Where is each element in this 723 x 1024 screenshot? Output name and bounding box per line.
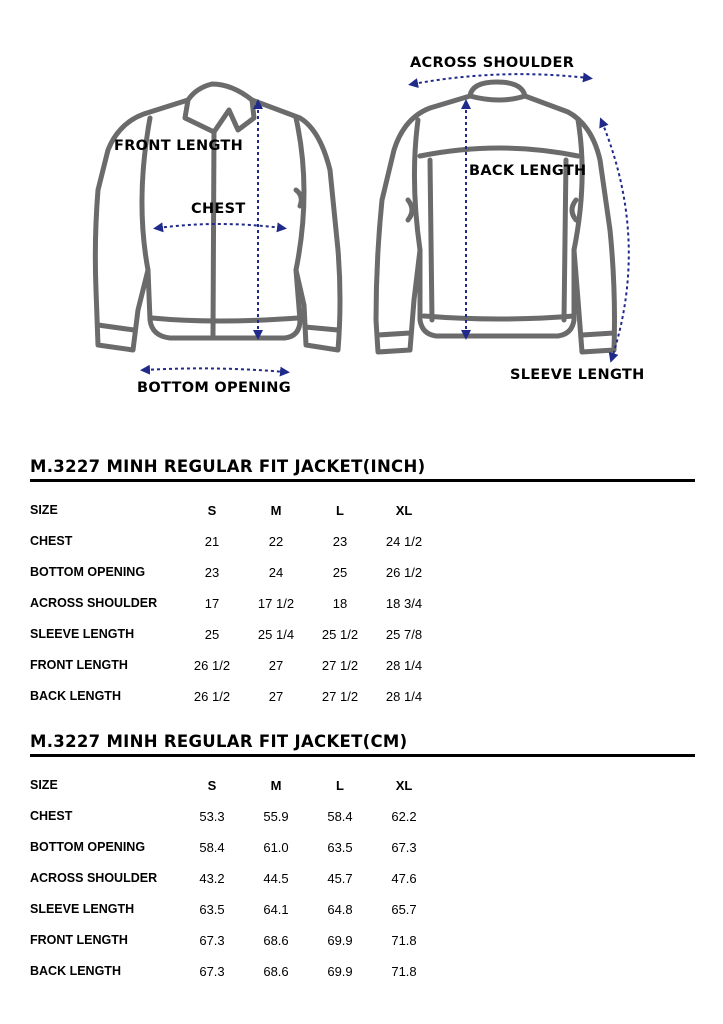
table-row [30, 650, 436, 681]
header-l: L [336, 503, 344, 518]
cell-value: 25 7/8 [385, 627, 423, 642]
row-label: SLEEVE LENGTH [30, 627, 135, 641]
table-row [30, 681, 436, 712]
row-label: SLEEVE LENGTH [30, 902, 135, 916]
cell-value: 23 [204, 565, 220, 580]
table-header-row [30, 495, 436, 526]
row-label: ACROSS SHOULDER [30, 871, 158, 885]
chest-label: CHEST [191, 201, 246, 217]
cell-value: 27 [268, 689, 284, 704]
cell-value: 27 1/2 [321, 658, 359, 673]
cell-value: 27 1/2 [321, 689, 359, 704]
across-shoulder-label: ACROSS SHOULDER [410, 55, 575, 71]
chest-arrow [158, 224, 282, 228]
cell-value: 68.6 [263, 933, 289, 948]
header-l: L [336, 778, 344, 793]
cell-value: 55.9 [263, 809, 289, 824]
back-jacket-outline [376, 82, 615, 352]
cell-value: 21 [204, 534, 220, 549]
table-row [30, 801, 436, 832]
cell-value: 25 1/2 [321, 627, 359, 642]
sleeve-length-label: SLEEVE LENGTH [510, 367, 645, 383]
cell-value: 62.2 [391, 809, 417, 824]
back-length-label: BACK LENGTH [469, 163, 587, 179]
cell-value: 28 1/4 [385, 689, 423, 704]
cell-value: 25 1/4 [257, 627, 295, 642]
bottom-opening-arrow [145, 368, 285, 372]
table-row [30, 557, 436, 588]
table-row [30, 925, 436, 956]
table-row [30, 894, 436, 925]
bottom-opening-label: BOTTOM OPENING [137, 380, 291, 396]
cell-value: 61.0 [263, 840, 289, 855]
cell-value: 17 [204, 596, 220, 611]
cell-value: 58.4 [199, 840, 225, 855]
size-chart-inch-title: M.3227 MINH REGULAR FIT JACKET(INCH) [30, 457, 426, 476]
header-m: M [270, 503, 282, 518]
table-row [30, 863, 436, 894]
cell-value: 64.8 [327, 902, 353, 917]
cell-value: 17 1/2 [257, 596, 295, 611]
header-s: S [207, 778, 217, 793]
cell-value: 69.9 [327, 933, 353, 948]
row-label: ACROSS SHOULDER [30, 596, 158, 610]
cell-value: 25 [204, 627, 220, 642]
title-rule [30, 479, 695, 482]
cell-value: 53.3 [199, 809, 225, 824]
table-row [30, 956, 436, 987]
cell-value: 26 1/2 [385, 565, 423, 580]
cell-value: 65.7 [391, 902, 417, 917]
cell-value: 71.8 [391, 964, 417, 979]
row-label: CHEST [30, 809, 73, 823]
cell-value: 45.7 [327, 871, 353, 886]
cell-value: 18 3/4 [385, 596, 423, 611]
row-label: BACK LENGTH [30, 689, 121, 703]
cell-value: 28 1/4 [385, 658, 423, 673]
cell-value: 44.5 [263, 871, 289, 886]
cell-value: 58.4 [327, 809, 353, 824]
cell-value: 26 1/2 [193, 689, 231, 704]
cell-value: 63.5 [327, 840, 353, 855]
table-row [30, 832, 436, 863]
table-row [30, 526, 436, 557]
cell-value: 67.3 [199, 964, 225, 979]
size-chart-cm-title: M.3227 MINH REGULAR FIT JACKET(CM) [30, 732, 408, 751]
table-header-row [30, 770, 436, 801]
header-xl: XL [395, 503, 413, 518]
size-chart-inch [30, 455, 695, 704]
jacket-measurement-diagram [0, 0, 723, 420]
cell-value: 71.8 [391, 933, 417, 948]
cell-value: 22 [268, 534, 284, 549]
header-m: M [270, 778, 282, 793]
cell-value: 43.2 [199, 871, 225, 886]
cell-value: 23 [332, 534, 348, 549]
row-label: FRONT LENGTH [30, 933, 128, 947]
header-s: S [207, 503, 217, 518]
cell-value: 26 1/2 [193, 658, 231, 673]
size-chart-cm [30, 730, 695, 979]
cell-value: 47.6 [391, 871, 417, 886]
header-xl: XL [395, 778, 413, 793]
row-label: CHEST [30, 534, 73, 548]
cell-value: 63.5 [199, 902, 225, 917]
cell-value: 18 [332, 596, 348, 611]
row-label: FRONT LENGTH [30, 658, 128, 672]
jacket-drawings [0, 0, 723, 420]
size-table-inch [30, 495, 436, 712]
cell-value: 25 [332, 565, 348, 580]
title-rule [30, 754, 695, 757]
row-label: BOTTOM OPENING [30, 840, 146, 854]
header-size: SIZE [30, 778, 58, 792]
table-row [30, 588, 436, 619]
cell-value: 67.3 [391, 840, 417, 855]
cell-value: 69.9 [327, 964, 353, 979]
front-jacket-outline [95, 84, 340, 350]
cell-value: 27 [268, 658, 284, 673]
row-label: BOTTOM OPENING [30, 565, 146, 579]
cell-value: 64.1 [263, 902, 289, 917]
size-table-cm [30, 770, 436, 987]
cell-value: 24 [268, 565, 284, 580]
front-length-label: FRONT LENGTH [114, 138, 244, 154]
row-label: BACK LENGTH [30, 964, 121, 978]
cell-value: 68.6 [263, 964, 289, 979]
cell-value: 67.3 [199, 933, 225, 948]
cell-value: 24 1/2 [385, 534, 423, 549]
header-size: SIZE [30, 503, 58, 517]
table-row [30, 619, 436, 650]
